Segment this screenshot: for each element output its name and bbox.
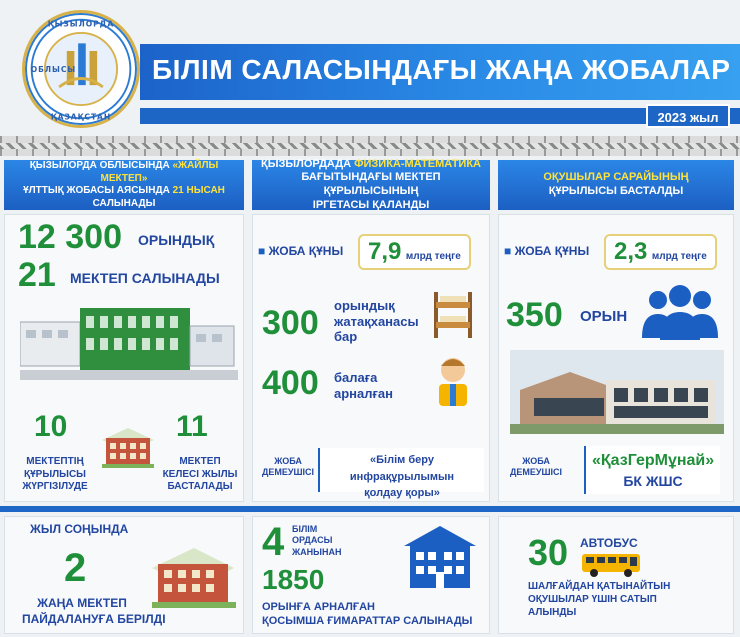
students-palace-rendering xyxy=(510,350,724,434)
kids-label: балаға арналған xyxy=(334,370,394,401)
brick-school-icon-2 xyxy=(148,528,238,612)
logo-ring-bottom-text: ҚАЗАҚСТАН xyxy=(50,112,112,122)
column-heading-zhaily-mektep: ҚЫЗЫЛОРДА ОБЛЫСЫНДА «ЖАЙЛЫ МЕКТЕП» ҰЛТТЫҚ ЖОБАСЫ АЯСЫНДА 21 НЫСАН САЛЫНАДЫ xyxy=(4,160,244,210)
centers-label: БІЛІМ ОРДАСЫ ЖАНЫНАН xyxy=(292,524,342,557)
next-year-label: МЕКТЕП КЕЛЕСІ ЖЫЛЫ БАСТАЛАДЫ xyxy=(162,456,238,492)
bunk-bed-icon xyxy=(428,286,478,340)
project-cost-label-1: ■ ЖОБА ҚҰНЫ xyxy=(258,244,344,258)
buildings-number: 1850 xyxy=(262,564,325,595)
bus-number: 30 xyxy=(528,532,569,573)
new-schools-label: ЖАҢА МЕКТЕП ПАЙДАЛАНУҒА БЕРІЛДІ xyxy=(22,596,166,626)
buildings-label: ОРЫНҒА АРНАЛҒАН ҚОСЫМША ҒИМАРАТТАР САЛЫНАДЫ xyxy=(262,601,473,628)
column-heading-physmath-school: ҚЫЗЫЛОРДАДА ФИЗИКА-МАТЕМАТИКА БАҒЫТЫНДАҒЫ МЕКТЕП ҚҰРЫЛЫСЫНЫҢ ІРГЕТАСЫ ҚАЛАНДЫ xyxy=(252,160,490,210)
bus-label: АВТОБУС xyxy=(580,536,638,550)
project-cost-box-2: 2,3 млрд теңге xyxy=(604,234,717,270)
page-title: БІЛІМ САЛАСЫНДАҒЫ ЖАҢА ЖОБАЛАР xyxy=(152,54,731,85)
sponsor-label-1: ЖОБА ДЕМЕУШІСІ xyxy=(262,456,315,478)
year-end-label: ЖЫЛ СОҢЫНДА xyxy=(30,522,129,536)
regional-emblem-logo xyxy=(22,10,140,128)
dorm-number: 300 xyxy=(262,304,319,342)
student-icon xyxy=(430,352,476,408)
school-bus-icon xyxy=(580,552,644,578)
schools-label: МЕКТЕП САЛЫНАДЫ xyxy=(70,270,220,286)
sponsor-label-2: ЖОБА ДЕМЕУШІСІ xyxy=(510,456,563,478)
next-year-number: 11 xyxy=(176,410,208,443)
dorm-label: орындық жатақханасы бар xyxy=(334,298,419,345)
year-badge: 2023 жыл xyxy=(646,104,730,128)
school-building-illustration xyxy=(20,296,238,386)
project-cost-box-1: 7,9 млрд теңге xyxy=(358,234,471,270)
under-construction-number: 10 xyxy=(34,410,68,443)
title-banner xyxy=(140,44,740,100)
new-schools-number: 2 xyxy=(64,546,87,590)
ornament-divider xyxy=(0,136,740,156)
project-cost-label-2: ■ ЖОБА ҚҰНЫ xyxy=(504,244,590,258)
bottom-divider xyxy=(0,506,740,512)
kids-number: 400 xyxy=(262,364,319,402)
palace-seats-number: 350 xyxy=(506,296,563,334)
bus-description: ШАЛҒАЙДАН ҚАТЫНАЙТЫН ОҚУШЫЛАР ҮШІН САТЫП АЛЫНДЫ xyxy=(528,581,671,618)
people-group-icon xyxy=(638,284,722,340)
brick-school-icon xyxy=(98,416,158,472)
logo-ring-right-text: ҚЫЗЫЛОРДА xyxy=(47,19,115,29)
school-building-icon xyxy=(400,524,480,592)
logo-ring-left-text: ОБЛЫСЫ xyxy=(30,64,77,74)
schools-number: 21 xyxy=(18,256,56,294)
seats-label: ОРЫНДЫҚ xyxy=(138,232,215,248)
palace-seats-label: ОРЫН xyxy=(580,308,628,325)
seats-number: 12 300 xyxy=(18,218,122,256)
sponsor-name-2: «ҚазГерМұнай» БК ЖШС xyxy=(584,446,720,494)
under-construction-label: МЕКТЕПТІҢ ҚҰРЫЛЫСЫ ЖҮРГІЗІЛУДЕ xyxy=(22,456,88,492)
column-heading-students-palace: ОҚУШЫЛАР САРАЙЫНЫҢ ҚҰРЫЛЫСЫ БАСТАЛДЫ xyxy=(498,160,734,210)
sponsor-name-1: «Білім беру инфрақұрылымын қолдау қоры» xyxy=(318,448,484,492)
centers-number: 4 xyxy=(262,520,285,564)
